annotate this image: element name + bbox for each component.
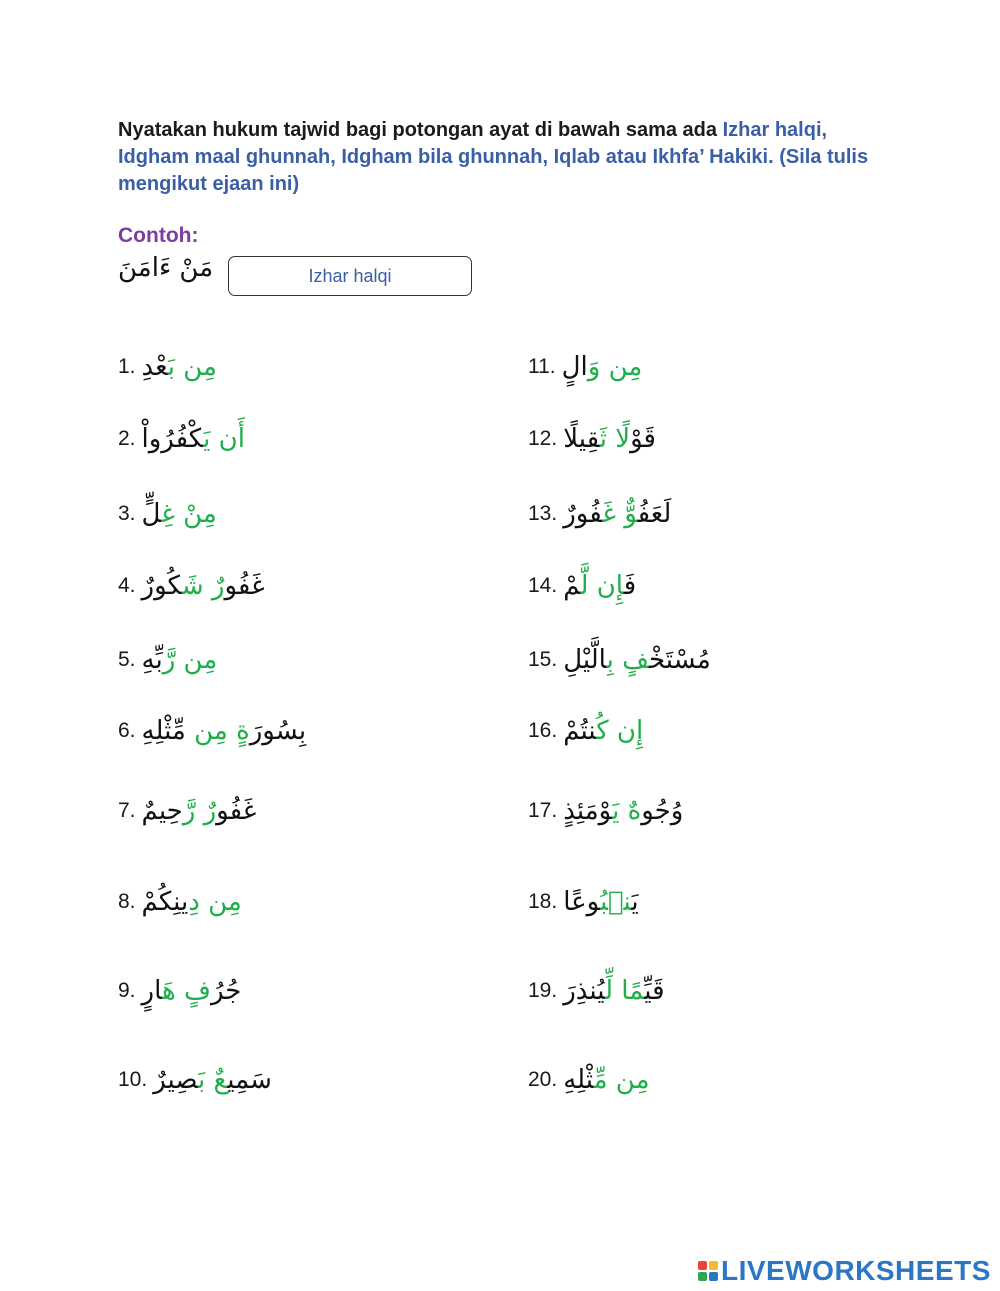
question-item (528, 494, 671, 534)
highlighted-tajwid: إِن كُ (596, 716, 644, 746)
question-number: 1. (118, 355, 136, 378)
highlighted-tajwid: فٍ هَ (162, 976, 211, 1006)
question-arabic (563, 796, 683, 826)
arabic-text: قِيلًا (563, 424, 600, 454)
highlighted-tajwid: رٌ شَ (181, 571, 225, 601)
question-number: 14. (528, 574, 558, 597)
arabic-text: حِيمٌ (141, 796, 183, 826)
question-arabic (142, 352, 217, 382)
example-arabic: مَنْ ءَامَنَ (118, 253, 214, 283)
question-arabic (142, 645, 218, 675)
highlighted-tajwid: مِن مِّ (593, 1065, 650, 1095)
example-label: Contoh: (118, 224, 199, 247)
arabic-text: صِيرٌ (153, 1065, 198, 1095)
arabic-text: عْدِ (141, 352, 168, 382)
question-item (528, 711, 643, 751)
question-number: 18. (528, 890, 558, 913)
arabic-text: مْ (563, 571, 581, 601)
arabic-text: الٍ (561, 352, 588, 382)
highlighted-tajwid: مِن رَّ (162, 645, 218, 675)
highlighted-tajwid: نۢبُ (600, 887, 632, 917)
question-item (118, 1060, 272, 1100)
question-number: 12. (528, 427, 558, 450)
question-arabic (153, 1065, 272, 1095)
question-number: 13. (528, 502, 558, 525)
arabic-text: جُرُ (210, 976, 242, 1006)
question-number: 6. (118, 719, 136, 742)
question-number: 7. (118, 799, 136, 822)
question-arabic (142, 424, 245, 454)
question-number: 9. (118, 979, 136, 1002)
question-item (528, 971, 665, 1011)
instructions (118, 117, 878, 198)
arabic-text: وُجُو (641, 796, 684, 826)
question-number: 5. (118, 648, 136, 671)
instructions-text: Nyatakan hukum tajwid bagi potongan ayat di bawah sama ada (118, 119, 723, 141)
question-item (528, 791, 683, 831)
arabic-text: قَيِّ (644, 976, 665, 1006)
question-arabic (563, 645, 711, 675)
highlighted-tajwid: لًا ثَ (599, 424, 631, 454)
arabic-text: ينِكُمْ (141, 887, 189, 917)
question-number: 2. (118, 427, 136, 450)
question-number: 10. (118, 1068, 148, 1091)
question-number: 11. (528, 355, 556, 378)
question-arabic (142, 887, 242, 917)
arabic-text: سَمِي (227, 1065, 272, 1095)
highlighted-tajwid: مِن وَ (587, 352, 643, 382)
arabic-text: غَفُو (224, 571, 265, 601)
question-number: 19. (528, 979, 558, 1002)
highlighted-tajwid: أَن يَ (203, 424, 245, 454)
arabic-text: غَفُو (216, 796, 257, 826)
highlighted-tajwid: هٌ يَ (612, 796, 642, 826)
question-item (118, 640, 217, 680)
question-arabic (142, 796, 257, 826)
arabic-text: قَوْ (630, 424, 656, 454)
arabic-text: كْفُرُواْ (141, 424, 204, 454)
arabic-text: بِسُورَ (249, 716, 307, 746)
arabic-text: لَعَفُ (637, 499, 672, 529)
question-number: 3. (118, 502, 136, 525)
question-item (118, 494, 217, 534)
question-item (528, 566, 636, 606)
question-item (528, 347, 642, 387)
logo-text: LIVEWORKSHEETS (721, 1255, 991, 1286)
arabic-text: مُسْتَخْ (649, 645, 711, 675)
arabic-text: مِّثْلِهِ (141, 716, 195, 746)
question-arabic (563, 716, 643, 746)
highlighted-tajwid: وٌّ غَ (602, 499, 638, 529)
example-answer-text: Izhar halqi (308, 265, 392, 286)
arabic-text: الَّيْلِ (563, 645, 607, 675)
highlighted-tajwid: ةٍ مِن (194, 716, 250, 746)
question-item (118, 347, 217, 387)
question-item (118, 711, 306, 751)
arabic-text: وْمَئِذٍ (563, 796, 613, 826)
arabic-text: يُنذِرَ (563, 976, 606, 1006)
question-number: 15. (528, 648, 558, 671)
highlighted-tajwid: مًا لِّ (605, 976, 645, 1006)
question-item (118, 419, 245, 459)
highlighted-tajwid: عٌ بَ (197, 1065, 228, 1095)
highlighted-tajwid: مِن دِ (188, 887, 242, 917)
question-item (528, 640, 711, 680)
arabic-text: كُورٌ (141, 571, 182, 601)
instructions-options: Izhar halqi, Idgham maal ghunnah, Idgham bila ghunnah, Iqlab atau Ikhfa’ Hakiki. (Sila tulis mengikut ejaan ini) (118, 119, 869, 195)
question-item (118, 882, 242, 922)
question-arabic (563, 571, 636, 601)
arabic-text: ارٍ (141, 976, 162, 1006)
arabic-text: نتُمْ (563, 716, 597, 746)
question-item (118, 791, 256, 831)
arabic-text: فُورٌ (563, 499, 603, 529)
question-arabic (562, 352, 643, 382)
question-arabic (142, 499, 217, 529)
question-arabic (142, 716, 307, 746)
highlighted-tajwid: مِن بَ (167, 352, 217, 382)
question-arabic (563, 499, 671, 529)
highlighted-tajwid: فٍ بِ (606, 645, 650, 675)
highlighted-tajwid: رٌ رَّ (182, 796, 217, 826)
question-arabic (563, 887, 638, 917)
arabic-text: يَ (631, 887, 639, 917)
question-number: 4. (118, 574, 136, 597)
question-number: 20. (528, 1068, 558, 1091)
logo-mark-icon (698, 1261, 718, 1281)
question-item (118, 566, 265, 606)
question-item (118, 971, 241, 1011)
question-arabic (563, 1065, 649, 1095)
arabic-text: ثْلِهِ (563, 1065, 594, 1095)
question-item (528, 419, 656, 459)
arabic-text: وعًا (563, 887, 601, 917)
question-arabic (563, 976, 664, 1006)
question-item (528, 1060, 650, 1100)
question-arabic (142, 571, 265, 601)
question-number: 17. (528, 799, 558, 822)
question-arabic (563, 424, 656, 454)
question-number: 16. (528, 719, 558, 742)
liveworksheets-logo (698, 1255, 991, 1287)
question-number: 8. (118, 890, 136, 913)
example-answer-box (228, 256, 472, 296)
arabic-text: فَ (623, 571, 637, 601)
arabic-text: لٍّ (141, 499, 162, 529)
arabic-text: بِّهِ (141, 645, 163, 675)
highlighted-tajwid: إِن لَّ (580, 571, 624, 601)
question-arabic (142, 976, 242, 1006)
question-item (528, 882, 639, 922)
highlighted-tajwid: مِنْ غِ (161, 499, 217, 529)
